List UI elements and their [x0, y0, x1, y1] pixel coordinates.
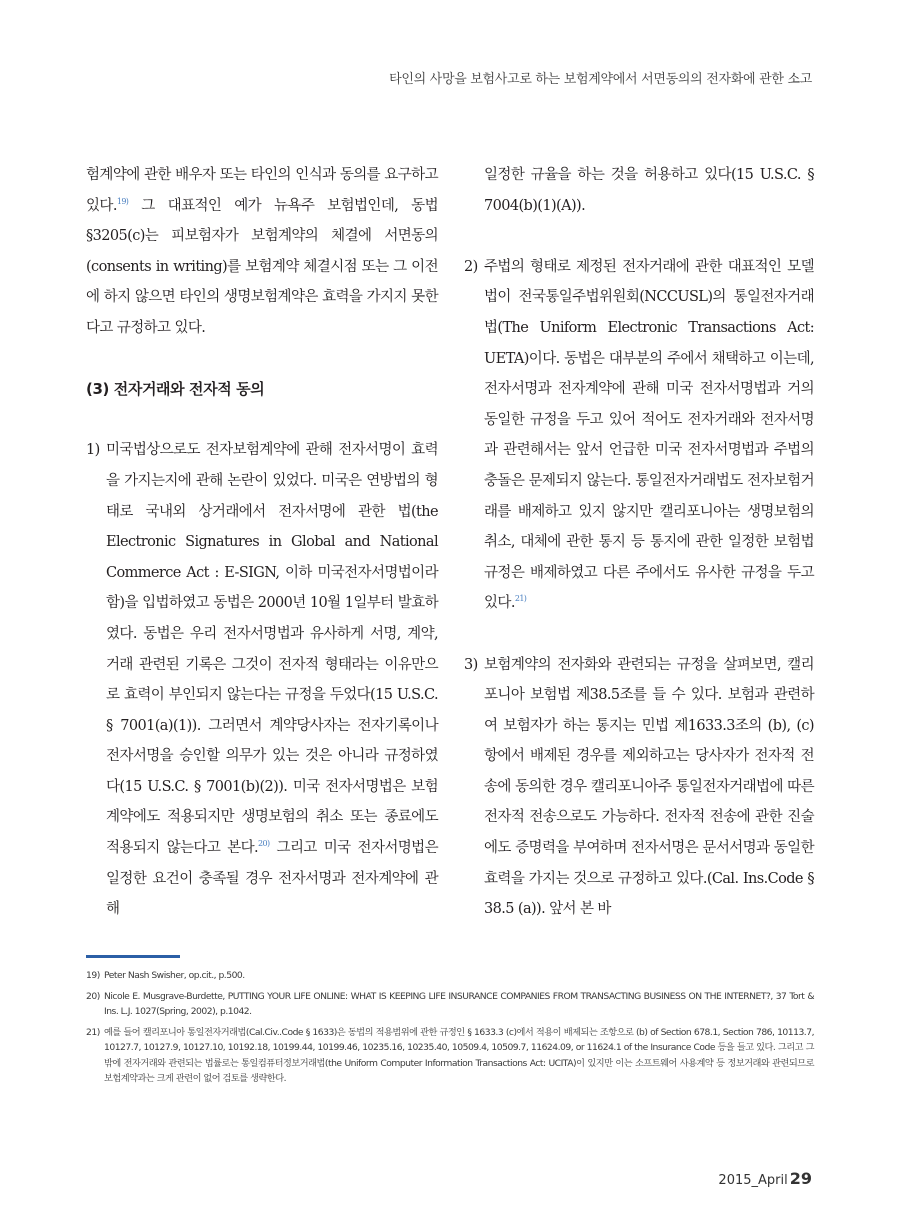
footnote-ref-19[interactable]: 19)	[116, 196, 129, 206]
continued-text: 일정한 규율을 하는 것을 허용하고 있다(15 U.S.C. § 7004(b)(1)(A)).	[484, 167, 814, 214]
footnotes	[86, 968, 814, 1092]
footnote	[86, 989, 814, 1020]
footnote-text: 예를 들어 캘리포니아 통일전자거래법(Cal.Civ..Code § 1633)은 동법의 적용범위에 관한 규정인 § 1633.3 (c)에서 적용이 배제되는 조항으로 (b) of Section 678.1, Section 786, 10113.7, 10127.7, 10127.9, 10127.10, 10192.18, 10199.44, 10199.46, 10235.16, 10235.40, 10509.4, 10509.7, 11624.09, or 11624.1 of the Insurance Code 등을 들고 있다. 그리고 그밖에 전자거래와 관련되는 법률로는 통일컴퓨터정보거래법(the Uniform Computer Information Transactions Act: UCITA)이 있지만 이는 소프트웨어 사용계약 등 정보거래와 관련되므로 보험계약과는 크게 관련이 없어 검토를 생략한다.	[104, 1026, 814, 1084]
footnote-ref-21[interactable]: 21)	[514, 594, 527, 604]
footnote-text: Nicole E. Musgrave-Burdette, PUTTING YOUR LIFE ONLINE: WHAT IS KEEPING LIFE INSURANCE COMPANIES FROM TRANSACTING BUSINESS ON THE INTERNET?, 37 Tort & Ins. L.J. 1027(Spring, 2002), p.1042.	[104, 990, 814, 1017]
footnote-number: 19)	[86, 970, 100, 981]
item-text: 보험계약의 전자화와 관련되는 규정을 살펴보면, 캘리포니아 보험법 제38.5조를 들 수 있다. 보험과 관련하여 보험자가 하는 통지는 민법 제1633.3조의 (b), (c)항에서 배제된 경우를 제외하고는 당사자가 전자적 전송에 동의한 경우 캘리포니아주 통일전자거래법에 따른 전자적 전송으로도 가능하다. 전자적 전송에 관한 진술에도 증명력을 부여하며 전자서명은 문서서명과 동일한 효력을 가지는 것으로 규정하고 있다.(Cal. Ins.Code § 38.5 (a)). 앞서 본 바	[484, 656, 814, 918]
list-item-1	[86, 435, 438, 925]
list-item-2	[464, 252, 814, 619]
section-heading: (3) 전자거래와 전자적 동의	[86, 380, 265, 399]
issue-label: 2015_April	[718, 1173, 788, 1188]
item-text: 주법의 형태로 제정된 전자거래에 관한 대표적인 모델법이 전국통일주법위원회(NCCUSL)의 통일전자거래법(The Uniform Electronic Transactions Act: UETA)이다. 동법은 대부분의 주에서 채택하고 이는데, 전자서명과 전자계약에 관해 미국 전자서명법과 거의 동일한 규정을 두고 있어 적어도 전자거래와 전자서명과 관련해서는 앞서 언급한 미국 전자서명법과 주법의 충돌은 문제되지 않는다. 통일전자거래법도 전자보험거래를 배제하고 있지 않지만 캘리포니아는 생명보험의 취소, 대체에 관한 통지 등 통지에 관한 일정한 보험법 규정은 배제하였고 다른 주에서도 유사한 규정을 두고 있다.	[484, 258, 814, 612]
footnote-divider	[86, 955, 180, 958]
intro-text: 험계약에 관한 배우자 또는 타인의 인식과 동의를 요구하고 있다.	[86, 167, 438, 214]
footnote	[86, 968, 814, 984]
list-item-3	[464, 650, 814, 925]
item-number: 1)	[86, 442, 100, 459]
running-header: 타인의 사망을 보험사고로 하는 보험계약에서 서면동의의 전자화에 관한 소고	[389, 72, 812, 87]
left-column	[86, 160, 438, 925]
page-number: 29	[789, 1169, 812, 1188]
footnote-number: 20)	[86, 990, 100, 1002]
intro-paragraph	[86, 160, 438, 344]
right-column	[464, 160, 814, 925]
footnote-text: Peter Nash Swisher, op.cit., p.500.	[104, 970, 245, 981]
footnote	[86, 1025, 814, 1087]
item-number: 2)	[464, 258, 478, 275]
item-text: 미국법상으로도 전자보험계약에 관해 전자서명이 효력을 가지는지에 관해 논란이 있었다. 미국은 연방법의 형태로 국내외 상거래에서 전자서명에 관한 법(the Electronic Signatures in Global and National Commerce Act : E-SIGN, 이하 미국전자서명법이라 함)을 입법하였고 동법은 2000년 10월 1일부터 발효하였다. 동법은 우리 전자서명법과 유사하게 서명, 계약, 거래 관련된 기록은 그것이 전자적 형태라는 이유만으로 효력이 부인되지 않는다는 규정을 두었다(15 U.S.C. § 7001(a)(1)). 그러면서 계약당사자는 전자기록이나 전자서명을 승인할 의무가 있는 것은 아니라 규정하였다(15 U.S.C. § 7001(b)(2)). 미국 전자서명법은 보험계약에도 적용되지만 생명보험의 취소 또는 종료에도 적용되지 않는다고 본다.	[106, 442, 438, 857]
item-number: 3)	[464, 656, 478, 673]
footnote-number: 21)	[86, 1026, 100, 1038]
item-text-cont: 그리고 미국 전자서명법은 일정한 요건이 충족될 경우 전자서명과 전자계약에 관해	[106, 840, 438, 918]
footnote-ref-20[interactable]: 20)	[258, 839, 270, 849]
list-item-1-continued	[464, 160, 814, 221]
intro-text-cont: 그 대표적인 예가 뉴욕주 보험법인데, 동법 §3205(c)는 피보험자가 보험계약의 체결에 서면동의(consents in writing)를 보험계약 체결시점 또는 그 이전에 하지 않으면 타인의 생명보험계약은 효력을 가지지 못한다고 규정하고 있다.	[86, 197, 438, 336]
page-footer	[718, 1169, 812, 1188]
